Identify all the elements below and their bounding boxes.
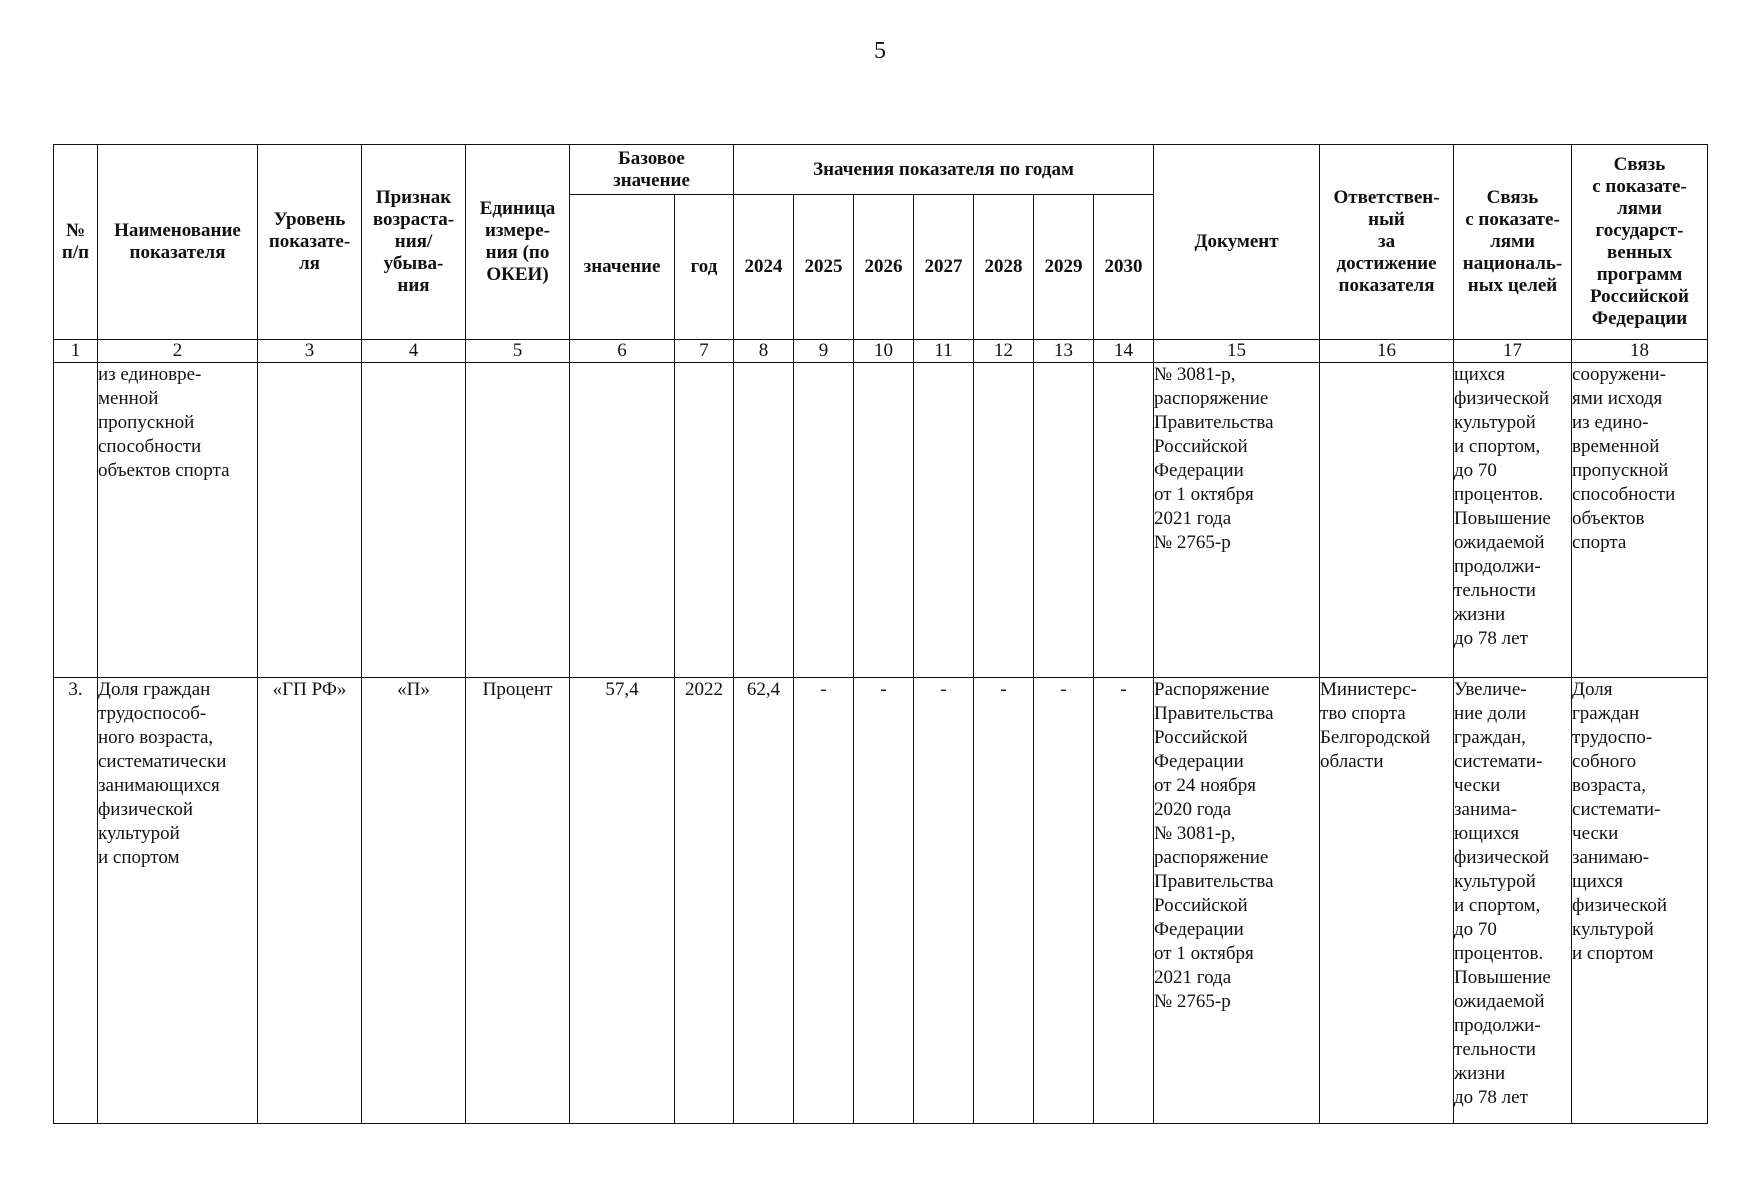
header-year-2024: 2024	[734, 195, 794, 340]
header-document: Документ	[1154, 145, 1320, 340]
indicator-unit: Процент	[466, 678, 570, 1124]
row-number	[54, 363, 98, 678]
base-year	[675, 363, 734, 678]
column-number: 12	[974, 340, 1034, 363]
column-number: 7	[675, 340, 734, 363]
header-number: № п/п	[54, 145, 98, 340]
header-indicator-name: Наименование показателя	[98, 145, 258, 340]
indicator-name: Доля граждан трудоспособ- ного возраста, систематически занимающихся физической культурой и спортом	[98, 678, 258, 1124]
column-number: 14	[1094, 340, 1154, 363]
column-number: 17	[1454, 340, 1572, 363]
header-link-state: Связь с показате- лями государст- венных программ Российской Федерации	[1572, 145, 1708, 340]
base-year: 2022	[675, 678, 734, 1124]
column-number: 8	[734, 340, 794, 363]
column-number: 18	[1572, 340, 1708, 363]
table-row	[54, 678, 1708, 1124]
link-state-programs: сооружени- ями исходя из едино- временной пропускной способности объектов спорта	[1572, 363, 1708, 678]
year-value	[734, 363, 794, 678]
header-unit: Единица измере- ния (по ОКЕИ)	[466, 145, 570, 340]
indicator-unit	[466, 363, 570, 678]
header-trend: Признак возраста- ния/ убыва- ния	[362, 145, 466, 340]
header-years-group: Значения показателя по годам	[734, 145, 1154, 195]
column-number: 6	[570, 340, 675, 363]
year-value: 62,4	[734, 678, 794, 1124]
header-year-2026: 2026	[854, 195, 914, 340]
document: Распоряжение Правительства Российской Федерации от 24 ноября 2020 года № 3081-р, распоряжение Правительства Российской Федерации от 1 октября 2021 года № 2765-р	[1154, 678, 1320, 1124]
base-value	[570, 363, 675, 678]
header-year-2027: 2027	[914, 195, 974, 340]
responsible	[1320, 363, 1454, 678]
link-national-goals: щихся физической культурой и спортом, до 70 процентов. Повышение ожидаемой продолжи- тельности жизни до 78 лет	[1454, 363, 1572, 678]
column-number: 4	[362, 340, 466, 363]
column-number: 5	[466, 340, 570, 363]
year-value: -	[914, 678, 974, 1124]
indicator-trend: «П»	[362, 678, 466, 1124]
year-value	[794, 363, 854, 678]
year-value: -	[794, 678, 854, 1124]
document: № 3081-р, распоряжение Правительства Российской Федерации от 1 октября 2021 года № 2765-р	[1154, 363, 1320, 678]
year-value: -	[1034, 678, 1094, 1124]
column-number: 9	[794, 340, 854, 363]
header-level: Уровень показате- ля	[258, 145, 362, 340]
column-numbers-row	[54, 340, 1708, 363]
column-number: 11	[914, 340, 974, 363]
header-link-national: Связь с показате- лями националь- ных целей	[1454, 145, 1572, 340]
column-number: 2	[98, 340, 258, 363]
table-row	[54, 363, 1708, 678]
header-year-2030: 2030	[1094, 195, 1154, 340]
page-number: 5	[874, 38, 886, 64]
indicator-level	[258, 363, 362, 678]
year-value: -	[854, 678, 914, 1124]
year-value: -	[1094, 678, 1154, 1124]
year-value	[854, 363, 914, 678]
responsible: Министерс- тво спорта Белгородской области	[1320, 678, 1454, 1124]
header-base-year: год	[675, 195, 734, 340]
indicator-trend	[362, 363, 466, 678]
column-number: 1	[54, 340, 98, 363]
header-year-2025: 2025	[794, 195, 854, 340]
indicator-name: из единовре- менной пропускной способности объектов спорта	[98, 363, 258, 678]
column-number: 13	[1034, 340, 1094, 363]
link-national-goals: Увеличе- ние доли граждан, системати- чески занима- ющихся физической культурой и спортом, до 70 процентов. Повышение ожидаемой продолжи- тельности жизни до 78 лет	[1454, 678, 1572, 1124]
year-value	[1034, 363, 1094, 678]
link-state-programs: Доля граждан трудоспо- собного возраста, системати- чески занимаю- щихся физической культурой и спортом	[1572, 678, 1708, 1124]
column-number: 15	[1154, 340, 1320, 363]
base-value: 57,4	[570, 678, 675, 1124]
year-value	[974, 363, 1034, 678]
header-base-group: Базовое значение	[570, 145, 734, 195]
header-base-value: значение	[570, 195, 675, 340]
header-year-2029: 2029	[1034, 195, 1094, 340]
column-number: 16	[1320, 340, 1454, 363]
row-number: 3.	[54, 678, 98, 1124]
indicator-level: «ГП РФ»	[258, 678, 362, 1124]
indicators-table	[53, 144, 1708, 1124]
year-value: -	[974, 678, 1034, 1124]
year-value	[914, 363, 974, 678]
header-responsible: Ответствен- ный за достижение показателя	[1320, 145, 1454, 340]
year-value	[1094, 363, 1154, 678]
column-number: 3	[258, 340, 362, 363]
column-number: 10	[854, 340, 914, 363]
header-year-2028: 2028	[974, 195, 1034, 340]
